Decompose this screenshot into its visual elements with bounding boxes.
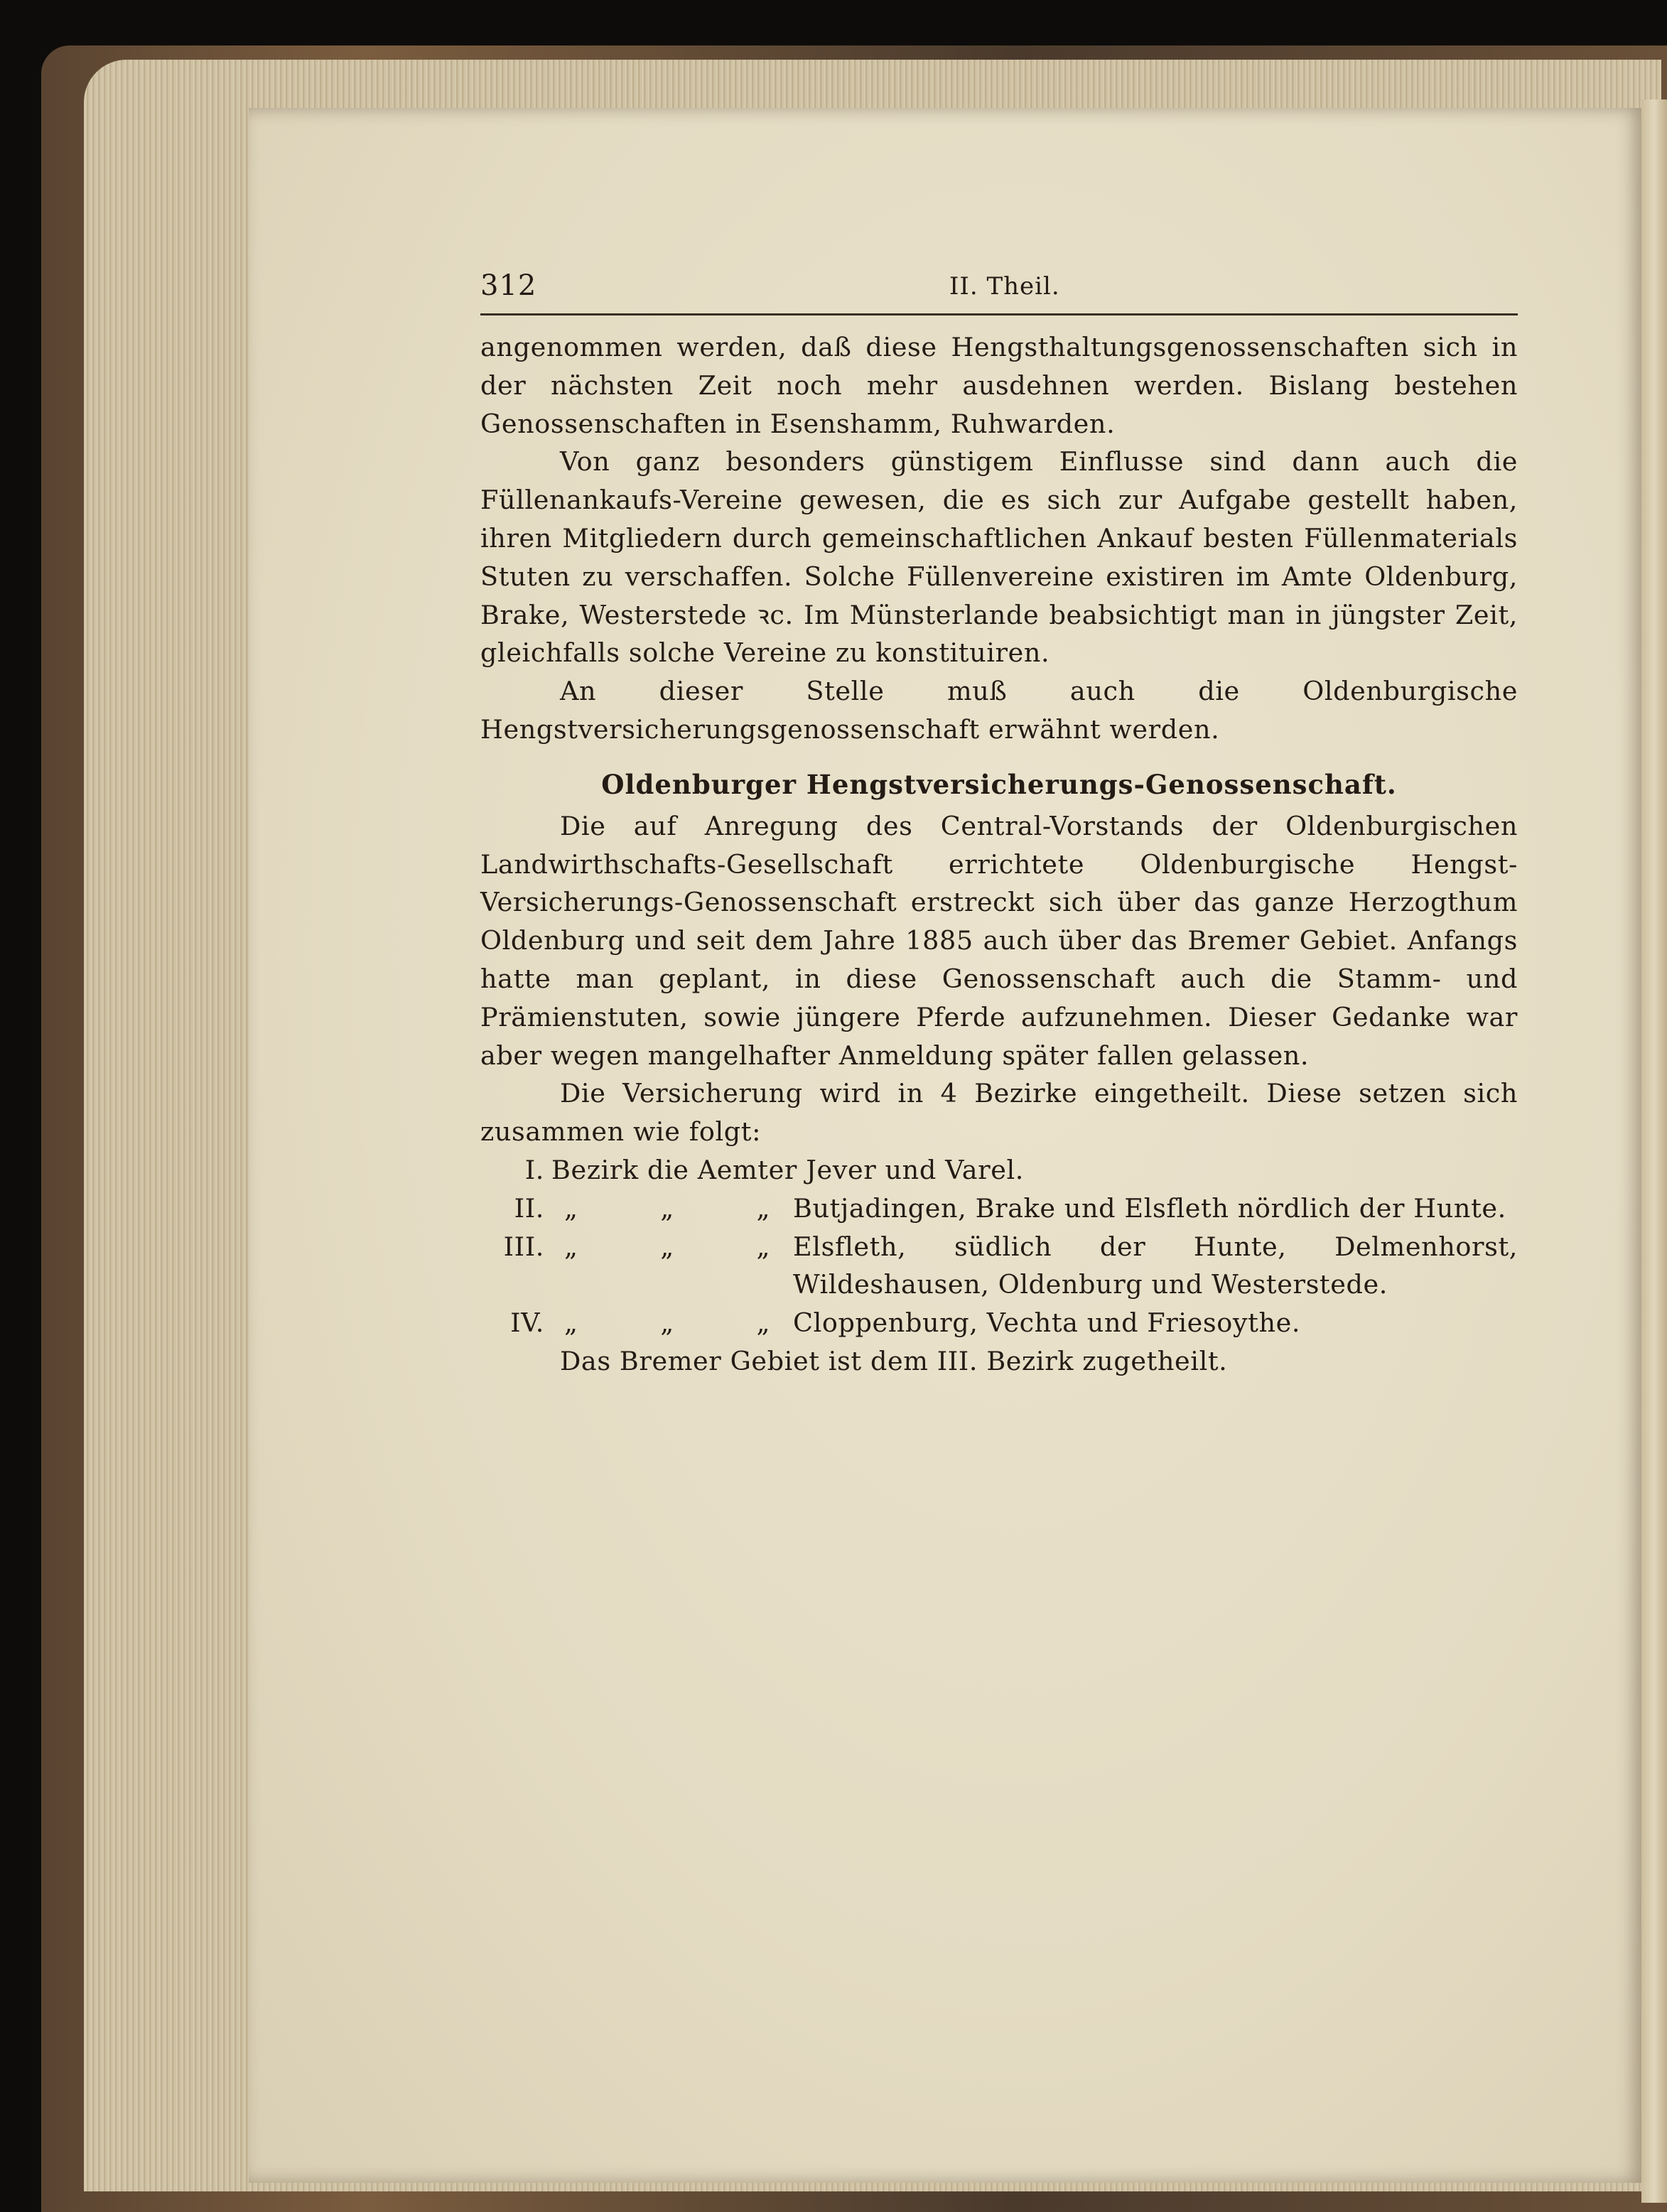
district-number: II. (514, 1192, 544, 1224)
section-paragraph-origin: Die auf Anregung des Central-Vorstands der Oldenburgischen Landwirthschafts-Gesellschaft errichtete Oldenburgische Hengst-Versicherungs-Genossenschaft erstreckt sich über das ganze Herzogthum Oldenburg und seit dem Jahre 1885 auch über das Bremer Gebiet. Anfangs hatte man geplant, in diese Genossenschaft auch die Stamm- und Prämienstuten, sowie jüngere Pferde aufzunehmen. Dieser Gedanke war aber wegen mangelhafter Anmeldung später fallen gelassen. (480, 810, 1518, 1071)
page-number: 312 (480, 269, 537, 302)
ditto-mark: „ (756, 1192, 770, 1224)
district-item (480, 1189, 1518, 1228)
district-places: Butjadingen, Brake und Elsfleth nördlich der Hunte. (793, 1192, 1506, 1224)
page-text-block (480, 266, 1518, 1381)
ditto-mark: „ (564, 1307, 578, 1339)
district-list (480, 1151, 1518, 1342)
ditto-mark: „ (660, 1231, 674, 1262)
paragraph-versicherung-intro: An dieser Stelle muß auch die Oldenburgische Hengstversicherungsgenossenschaft erwähnt werden. (480, 676, 1518, 745)
ditto-mark: „ (660, 1192, 674, 1224)
facing-page-edge (1641, 99, 1667, 2203)
body-text (480, 328, 1518, 1381)
closing-line: Das Bremer Gebiet ist dem III. Bezirk zugetheilt. (560, 1345, 1228, 1376)
district-number: I. (524, 1154, 544, 1185)
section-paragraph-districts: Die Versicherung wird in 4 Bezirke eingetheilt. Diese setzen sich zusammen wie folgt: (480, 1078, 1518, 1148)
district-item (480, 1151, 1518, 1189)
ditto-mark: „ (756, 1307, 770, 1339)
district-number: IV. (510, 1307, 544, 1339)
ditto-mark: „ (756, 1231, 770, 1262)
ditto-marks (564, 1304, 770, 1342)
ditto-mark: „ (564, 1192, 578, 1224)
paragraph-fuellenvereine: Von ganz besonders günstigem Einflusse sind dann auch die Füllenankaufs-Vereine gewesen, die es sich zur Aufgabe gestellt haben, ihren Mitgliedern durch gemeinschaftlichen Ankauf besten Füllenmaterials Stuten zu verschaffen. Solche Füllenvereine existiren im Amte Oldenburg, Brake, Westerstede ꝛc. Im Münsterlande beabsichtigt man in jüngster Zeit, gleichfalls solche Vereine zu konstituiren. (480, 446, 1518, 669)
district-label: Bezirk die Aemter (551, 1154, 797, 1185)
ditto-mark: „ (564, 1231, 578, 1262)
district-places: Cloppenburg, Vechta und Friesoythe. (793, 1307, 1301, 1339)
district-places: Elsfleth, südlich der Hunte, Delmenhorst, Wildeshausen, Oldenburg und Westerstede. (793, 1231, 1518, 1300)
page-header (480, 266, 1518, 315)
district-item (480, 1228, 1518, 1305)
ditto-mark: „ (660, 1307, 674, 1339)
ditto-marks (564, 1228, 770, 1266)
paragraph-continuation: angenommen werden, daß diese Hengsthaltungsgenossenschaften sich in der nächsten Zeit noch mehr ausdehnen werden. Bislang bestehen Genossenschaften in Esenshamm, Ruhwarden. (480, 332, 1518, 439)
district-number: III. (503, 1231, 544, 1262)
section-heading: Oldenburger Hengstversicherungs-Genossenschaft. (601, 768, 1397, 800)
district-item (480, 1304, 1518, 1342)
ditto-marks (564, 1189, 770, 1228)
district-places: Jever und Varel. (806, 1154, 1025, 1185)
running-head: II. Theil. (949, 272, 1060, 301)
